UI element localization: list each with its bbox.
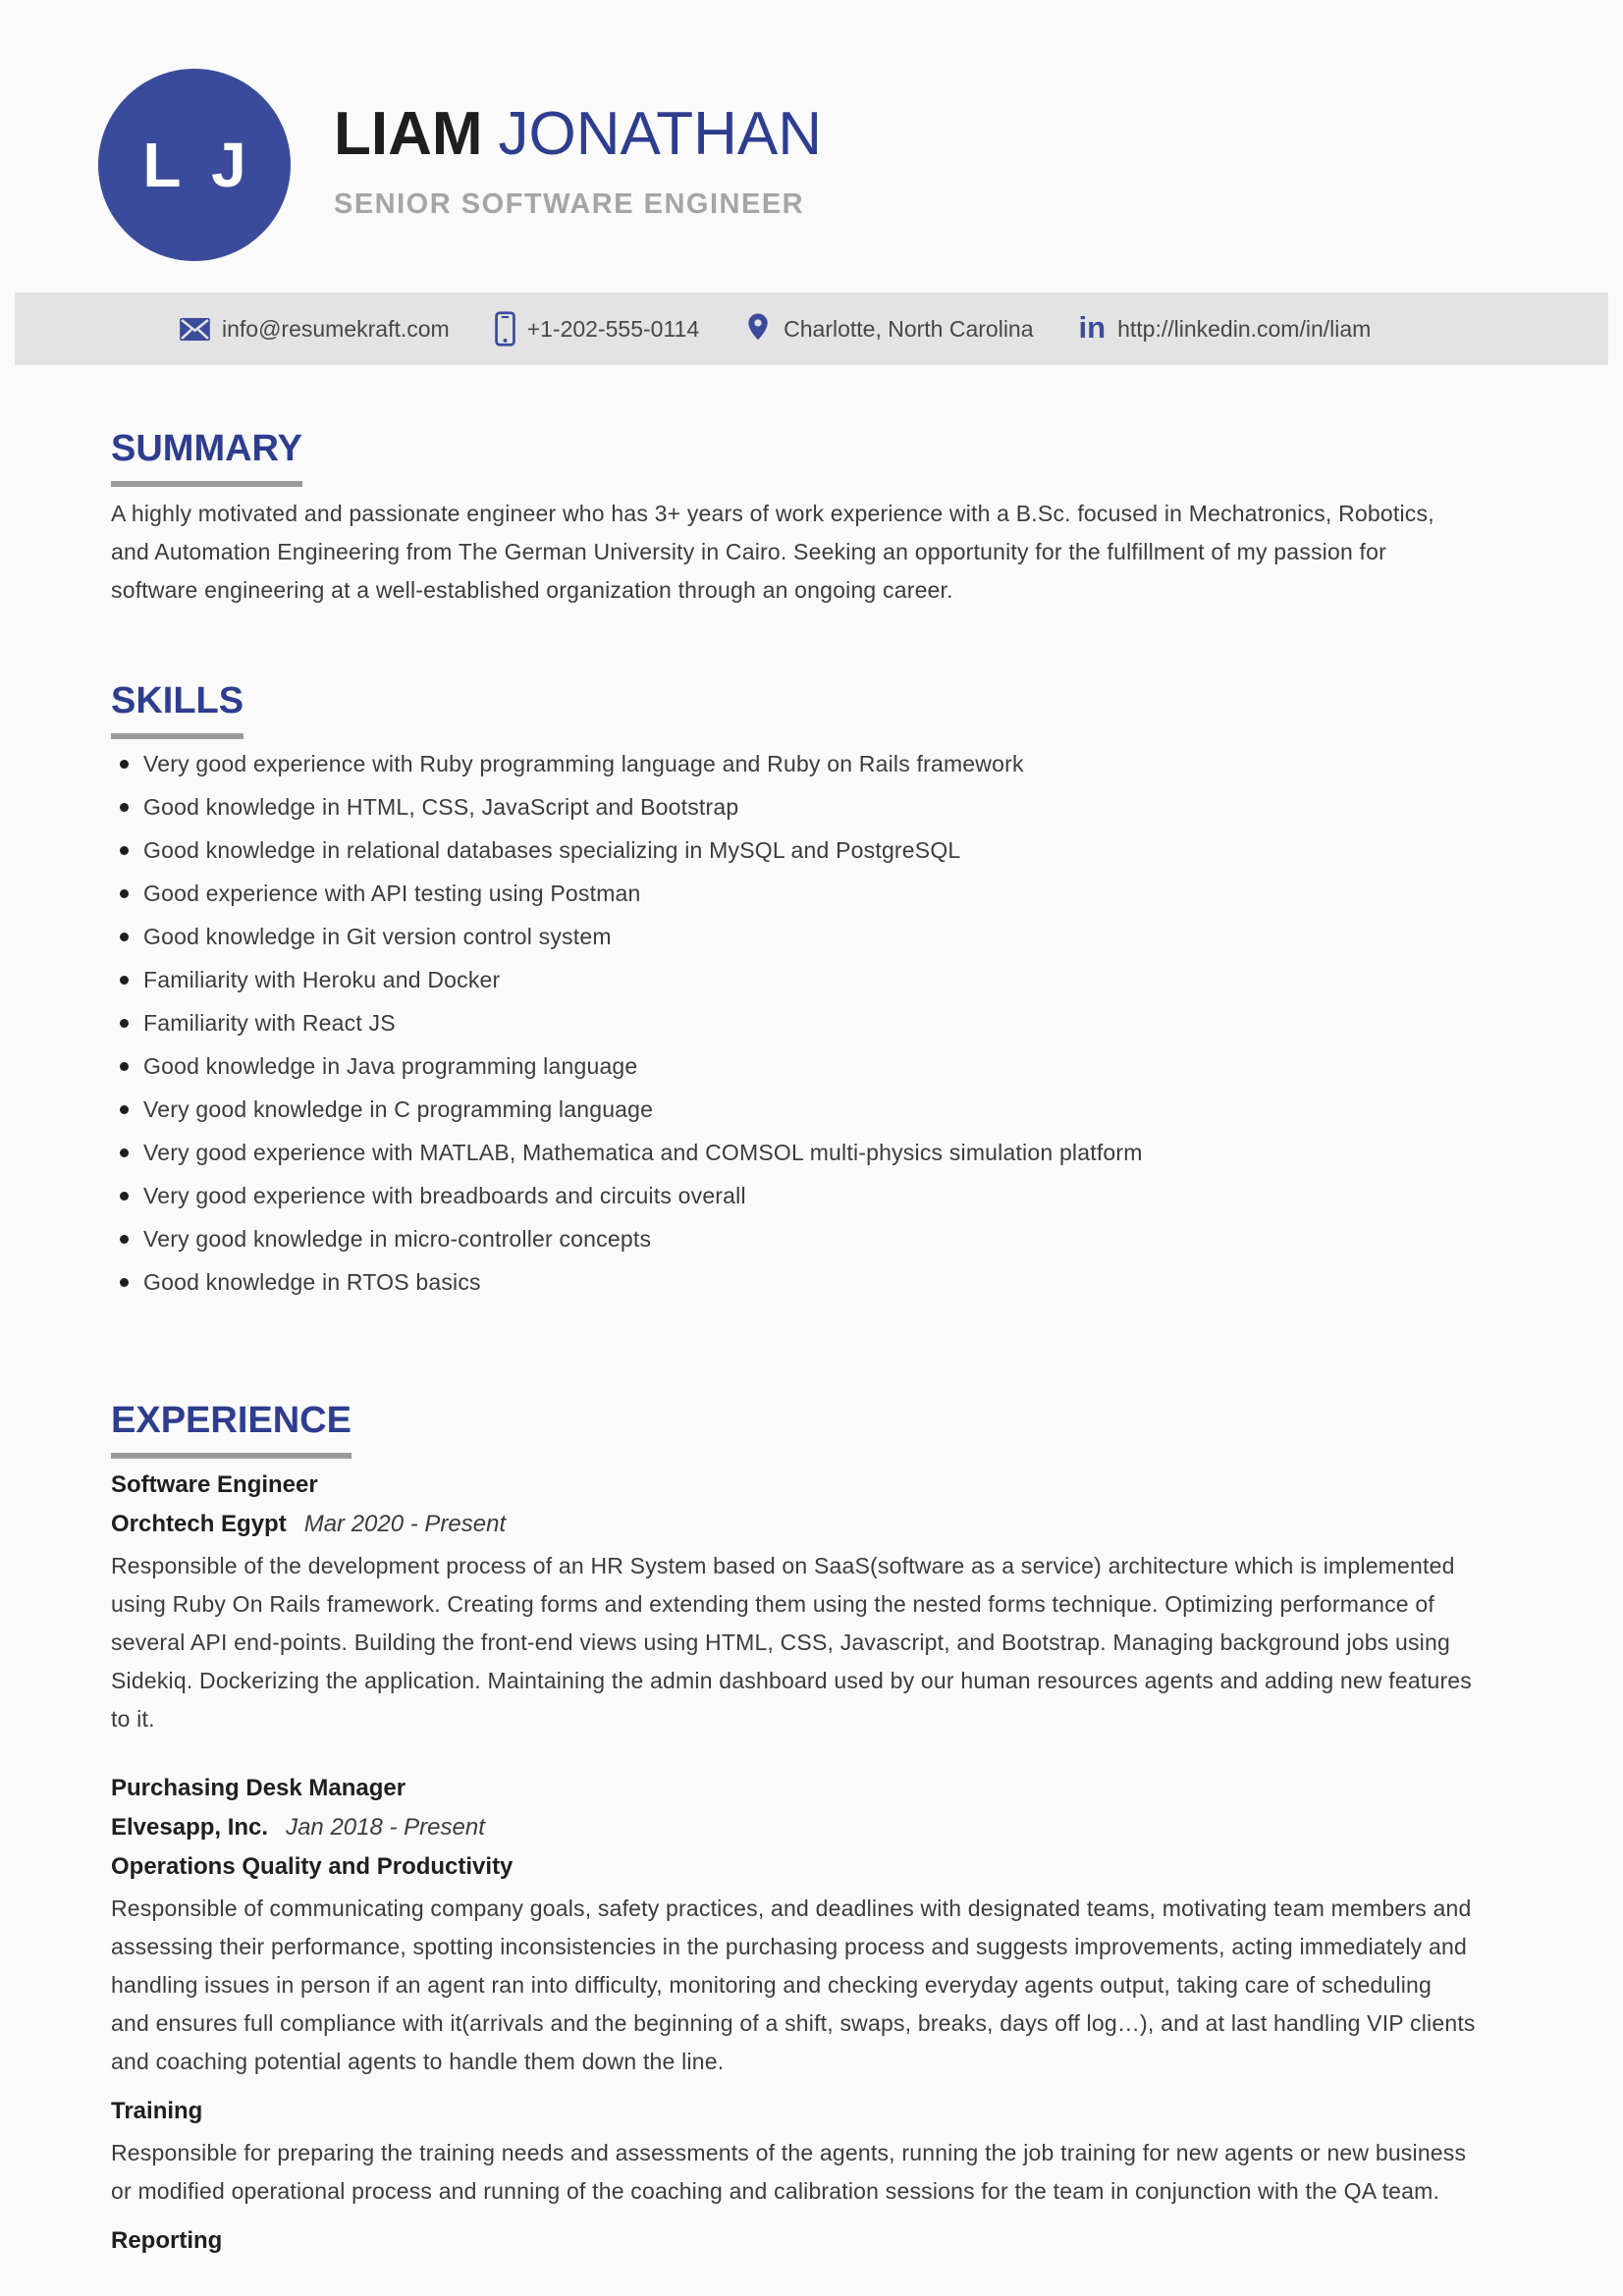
contact-bar: [15, 293, 1608, 365]
skills-heading: SKILLS: [111, 680, 243, 739]
email-icon: [180, 318, 210, 341]
skill-item: Very good knowledge in C programming language: [111, 1091, 1510, 1129]
section-experience: [111, 1400, 1510, 2256]
first-name: LIAM: [334, 100, 483, 168]
location-pin-icon: [744, 312, 772, 346]
full-name: [334, 102, 822, 167]
job-entry: [111, 1470, 1510, 1738]
contact-location: [744, 312, 1033, 346]
job-subsection-heading: Reporting: [111, 2227, 223, 2254]
job-subsection-heading: Operations Quality and Productivity: [111, 1853, 514, 1880]
job-title-subtitle: SENIOR SOFTWARE ENGINEER: [334, 188, 805, 220]
company-line: [111, 1813, 1510, 1842]
skill-list: [111, 745, 1510, 1302]
skill-item: Good knowledge in Git version control system: [111, 918, 1510, 956]
job-title: Purchasing Desk Manager: [111, 1775, 406, 1801]
job-subsection-text: Responsible of communicating company goals, safety practices, and deadlines with designated teams, motivating team members and assessing their performance, spotting inconsistencies in the purchasing process and suggests improvements, acting immediately and handling issues in person if an agent ran into difficulty, monitoring and checking everyday agents output, taking care of scheduling and ensures full compliance with it(arrivals and the beginning of a shift, swaps, breaks, days off log…), and at last handling VIP clients and coaching potential agents to handle them down the line.: [111, 1896, 1476, 2074]
skill-item: Good knowledge in RTOS basics: [111, 1263, 1510, 1302]
location-text: Charlotte, North Carolina: [784, 315, 1034, 342]
job-entry: [111, 1774, 1510, 2256]
company-line: [111, 1510, 1510, 1539]
section-summary: [111, 428, 1510, 610]
skill-item: Very good experience with breadboards and circuits overall: [111, 1177, 1510, 1215]
job-dates: Mar 2020 - Present: [303, 1511, 507, 1537]
skill-item: Good knowledge in HTML, CSS, JavaScript and Bootstrap: [111, 788, 1510, 827]
skill-item: Familiarity with Heroku and Docker: [111, 961, 1510, 999]
email-text: info@resumekraft.com: [222, 315, 450, 342]
linkedin-text: http://linkedin.com/in/liam: [1117, 315, 1372, 342]
company-name: Orchtech Egypt: [111, 1511, 287, 1537]
avatar: [98, 69, 291, 261]
linkedin-icon: in: [1078, 309, 1107, 345]
job-description: Responsible of the development process of an HR System based on SaaS(software as a service) architecture which is implemented using Ruby On Rails framework. Creating forms and extending them using the nested forms technique. Optimizing performance of several API end-points. Building the front-end views using HTML, CSS, Javascript, and Bootstrap. Managing background jobs using Sidekiq. Dockerizing the application. Maintaining the admin dashboard used by our human resources agents and adding new features to it.: [111, 1553, 1473, 1732]
job-subsection-heading: Training: [111, 2098, 203, 2124]
summary-text: A highly motivated and passionate engineer who has 3+ years of work experience with a B.Sc. focused in Mechatronics, Robotics, and Automation Engineering from The German University in Cairo. Seeking an opportunity for the fulfillment of my passion for software engineering at a well-established organization through an ongoing career.: [111, 501, 1434, 603]
section-skills: [111, 680, 1510, 1302]
contact-phone[interactable]: [495, 311, 699, 347]
skill-item: Very good experience with Ruby programming language and Ruby on Rails framework: [111, 745, 1510, 783]
experience-heading: EXPERIENCE: [111, 1400, 352, 1459]
company-name: Elvesapp, Inc.: [111, 1814, 269, 1841]
job-dates: Jan 2018 - Present: [286, 1814, 485, 1841]
content: [0, 428, 1623, 2256]
skill-item: Very good experience with MATLAB, Mathematica and COMSOL multi-physics simulation platform: [111, 1134, 1510, 1172]
header: [0, 0, 1623, 293]
skill-item: Good knowledge in Java programming language: [111, 1047, 1510, 1086]
skill-item: Very good knowledge in micro-controller concepts: [111, 1220, 1510, 1258]
avatar-initials: L J: [142, 130, 253, 200]
phone-text: +1-202-555-0114: [526, 315, 700, 342]
job-subsection-text: Responsible for preparing the training needs and assessments of the agents, running the job training for new agents or new business or modified operational process and running of the coaching and calibration sessions for the team in conjunction with the QA team.: [111, 2140, 1467, 2204]
summary-heading: SUMMARY: [111, 428, 302, 487]
last-name: JONATHAN: [498, 100, 823, 168]
skill-item: Familiarity with React JS: [111, 1004, 1510, 1042]
skill-item: Good experience with API testing using Postman: [111, 875, 1510, 913]
contact-linkedin[interactable]: [1078, 309, 1372, 345]
skill-item: Good knowledge in relational databases specializing in MySQL and PostgreSQL: [111, 831, 1510, 870]
job-title: Software Engineer: [111, 1471, 318, 1498]
contact-email[interactable]: [180, 316, 450, 343]
phone-icon: [495, 311, 515, 347]
name-block: [334, 102, 822, 221]
